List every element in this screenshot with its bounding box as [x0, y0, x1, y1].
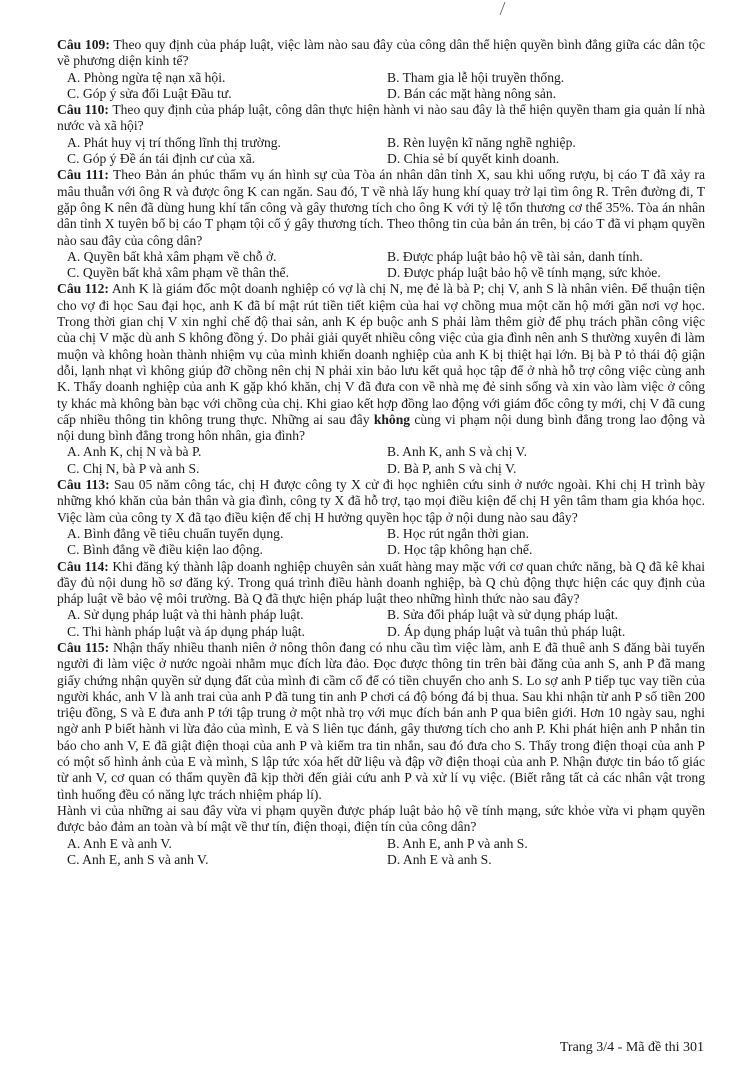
option-a: A. Bình đẳng về tiêu chuẩn tuyển dụng.: [67, 525, 284, 541]
question-110: [57, 102, 705, 167]
option-d: D. Được pháp luật bảo hộ về tính mạng, sức khỏe.: [387, 265, 661, 281]
options: [57, 135, 705, 168]
option-c: C. Góp ý sửa đổi Luật Đầu tư.: [67, 85, 232, 101]
option-a: A. Anh K, chị N và bà P.: [67, 444, 202, 460]
question-114: [57, 559, 705, 640]
question-text-end: cùng vi phạm nội dung bình đẳng trong lao động và nội dung bình đẳng trong hôn nhân, gia đình?: [57, 411, 705, 444]
question-text: Theo quy định của pháp luật, việc làm nào sau đây của công dân thể hiện quyền bình đẳng giữa các dân tộc về phương diện kinh tế?: [57, 37, 705, 69]
options: [57, 70, 705, 103]
option-a: A. Quyền bất khả xâm phạm về chỗ ở.: [67, 248, 277, 264]
option-b: B. Anh E, anh P và anh S.: [387, 835, 528, 851]
question-112: [57, 281, 705, 477]
option-b: B. Được pháp luật bảo hộ về tài sản, danh tính.: [387, 248, 643, 264]
option-d: D. Anh E và anh S.: [387, 851, 492, 867]
question-text: Anh K là giám đốc một doanh nghiệp có vợ là chị N, mẹ đẻ là bà P; chị V, anh S là nhân viên. Để thuận tiện cho vợ đi học Sau đại học, anh K đã bí mật rút tiền tiết kiệm của hai vợ chồng mua một căn hộ mới gần nơi vợ học. Trong thời gian chị V xin nghỉ chế độ thai sản, anh K ép buộc anh S phải làm thêm giờ để phụ trách phần công việc của chị V mặc dù anh S không đồng ý. Do phải giải quyết nhiều công việc của gia đình nên anh S thường xuyên đi làm muộn và không hoàn thành nhiệm vụ của mình khiến doanh nghiệp của anh K bị thiệt hại lớn. Bị bà P tỏ thái độ giận dỗi, lạnh nhạt vì không giúp đỡ chồng nên chị N phải xin bảo lưu kết quả học tập để ở nhà hỗ trợ công việc cùng anh K. Thấy doanh nghiệp của anh K gặp khó khăn, chị V đã đưa con về nhà mẹ đẻ sinh sống và xin vào làm việc ở công ty khác mà không bàn bạc với chồng của chị. Khi giao kết hợp đồng lao động với giám đốc công ty mới, chị V đã cung cấp nhiều thông tin không trung thực. Những ai sau đây: [57, 281, 705, 427]
options: [57, 836, 705, 869]
option-a: A. Sử dụng pháp luật và thi hành pháp luật.: [67, 607, 304, 623]
option-c: C. Góp ý Đề án tái định cư của xã.: [67, 151, 256, 167]
options: [57, 249, 705, 282]
question-text: Theo quy định của pháp luật, công dân thực hiện hành vi nào sau đây là thể hiện quyền tham gia quản lí nhà nước và xã hội?: [57, 102, 705, 134]
question-number: Câu 110:: [57, 102, 109, 118]
question-text: Theo Bản án phúc thẩm vụ án hình sự của Tòa án nhân dân tỉnh X, sau khi uống rượu, bị cáo T đã xảy ra mâu thuẫn với ông R và được ông K can ngăn. Sau đó, T về nhà lấy hung khí quay trở lại tìm ông R. Trên đường đi, T gặp ông K nên đã dùng hung khí tấn công và gây thương tích cho ông K với tỷ lệ tổn thương cơ thể 35%. Tòa án nhân dân tỉnh X tuyên bố bị cáo T phạm tội cố ý gây thương tích. Theo thông tin của bản án trên, bị cáo T đã vi phạm quyền nào sau đây của công dân?: [57, 167, 705, 248]
question-prompt: Hành vi của những ai sau đây vừa vi phạm quyền được pháp luật bảo hộ về tính mạng, sức khỏe vừa vi phạm quyền được bảo đảm an toàn và bí mật về thư tín, điện thoại, điện tín của công dân?: [57, 802, 705, 835]
options: [57, 607, 705, 640]
option-c: C. Thi hành pháp luật và áp dụng pháp luật.: [67, 623, 305, 639]
option-c: C. Bình đẳng về điều kiện lao động.: [67, 542, 263, 558]
question-115: [57, 640, 705, 868]
question-number: Câu 109:: [57, 37, 110, 52]
question-113: [57, 477, 705, 558]
question-111: [57, 167, 705, 281]
exam-page: [57, 37, 705, 868]
question-emphasis: không: [373, 411, 411, 427]
option-a: A. Anh E và anh V.: [67, 835, 172, 851]
option-b: B. Anh K, anh S và chị V.: [387, 444, 527, 460]
option-d: D. Chia sẻ bí quyết kinh doanh.: [387, 151, 560, 167]
pen-stroke-mark: [498, 2, 506, 16]
question-text: Nhận thấy nhiều thanh niên ở nông thôn đang có nhu cầu tìm việc làm, anh E đã thuê anh S đăng bài tuyển người đi làm việc ở nước ngoài nhằm mục đích lừa đảo. Đọc được thông tin trên bài đăng của anh S, anh P đã mang giấy chứng nhận quyền sử dụng đất của mình đi cầm cố để có tiền chuyển cho anh S. Lo sợ anh P tiếp tục vay tiền của người khác, anh V là anh trai của anh P đã tung tin anh P chơi cá độ bóng đá bị thua. Sau khi nhận từ anh P số tiền 200 triệu đồng, S và E đưa anh P tới tập trung ở một nhà trọ với mục đích bán anh P qua biên giới. Hơn 10 ngày sau, nghi ngờ anh P biết hành vi lừa đảo của mình, E và S liên tục đánh, gây thương tích cho anh P. Khi phát hiện anh P nhắn tin báo cho anh V, E đã giật điện thoại của anh P và kiểm tra tin nhắn, sau đó đưa cho S. Thấy trong điện thoại của anh P có một số hình ảnh của E và mình, S lập tức xóa hết dữ liệu và đập vỡ điện thoại của anh P. Nhận được tin báo tố giác từ anh V, cơ quan có thẩm quyền đã kịp thời đến giải cứu anh P và xử lí vụ việc. (Biết rằng tất cả các nhân vật trong tình huống đều có năng lực trách nhiệm pháp lí).: [57, 639, 705, 802]
question-text: Sau 05 năm công tác, chị H được công ty X cử đi học nghiên cứu sinh ở nước ngoài. Khi chị H trình bày những khó khăn của bản thân và gia đình, công ty X đã hỗ trợ, tạo mọi điều kiện để chị H yên tâm tham gia khóa học. Việc làm của công ty X đã tạo điều kiện để chị H hưởng quyền học tập ở nội dung nào sau đây?: [57, 477, 706, 525]
option-a: A. Phát huy vị trí thống lĩnh thị trường.: [67, 134, 281, 150]
option-d: D. Bà P, anh S và chị V.: [387, 460, 517, 476]
option-b: B. Tham gia lễ hội truyền thống.: [387, 69, 565, 85]
question-number: Câu 112:: [57, 281, 109, 297]
option-c: C. Chị N, bà P và anh S.: [67, 460, 200, 476]
options: [57, 444, 705, 477]
question-text: Khi đăng ký thành lập doanh nghiệp chuyên sản xuất hàng may mặc với cơ quan chức năng, bà Q đã kê khai đầy đủ nội dung hồ sơ đăng ký. Trong quá trình điều hành doanh nghiệp, bà Q chủ động thực hiện các quy định của pháp luật về bảo vệ môi trường. Bà Q đã thực hiện pháp luật theo những hình thức nào sau đây?: [57, 558, 706, 607]
option-b: B. Sửa đổi pháp luật và sử dụng pháp luật.: [387, 607, 619, 623]
options: [57, 526, 705, 559]
option-b: B. Rèn luyện kĩ năng nghề nghiệp.: [387, 134, 576, 150]
question-number: Câu 115:: [57, 639, 110, 655]
page-footer: Trang 3/4 - Mã đề thi 301: [559, 1040, 704, 1055]
option-d: D. Áp dụng pháp luật và tuân thủ pháp luật.: [387, 623, 626, 639]
option-b: B. Học rút ngắn thời gian.: [387, 525, 529, 541]
question-number: Câu 113:: [57, 477, 110, 493]
option-c: C. Anh E, anh S và anh V.: [67, 851, 209, 867]
option-d: D. Bán các mặt hàng nông sản.: [387, 85, 557, 101]
option-d: D. Học tập không hạn chế.: [387, 542, 533, 558]
question-number: Câu 111:: [57, 167, 109, 183]
question-number: Câu 114:: [57, 558, 109, 574]
question-109: [57, 37, 705, 102]
option-a: A. Phòng ngừa tệ nạn xã hội.: [67, 69, 226, 85]
option-c: C. Quyền bất khả xâm phạm về thân thể.: [67, 265, 289, 281]
